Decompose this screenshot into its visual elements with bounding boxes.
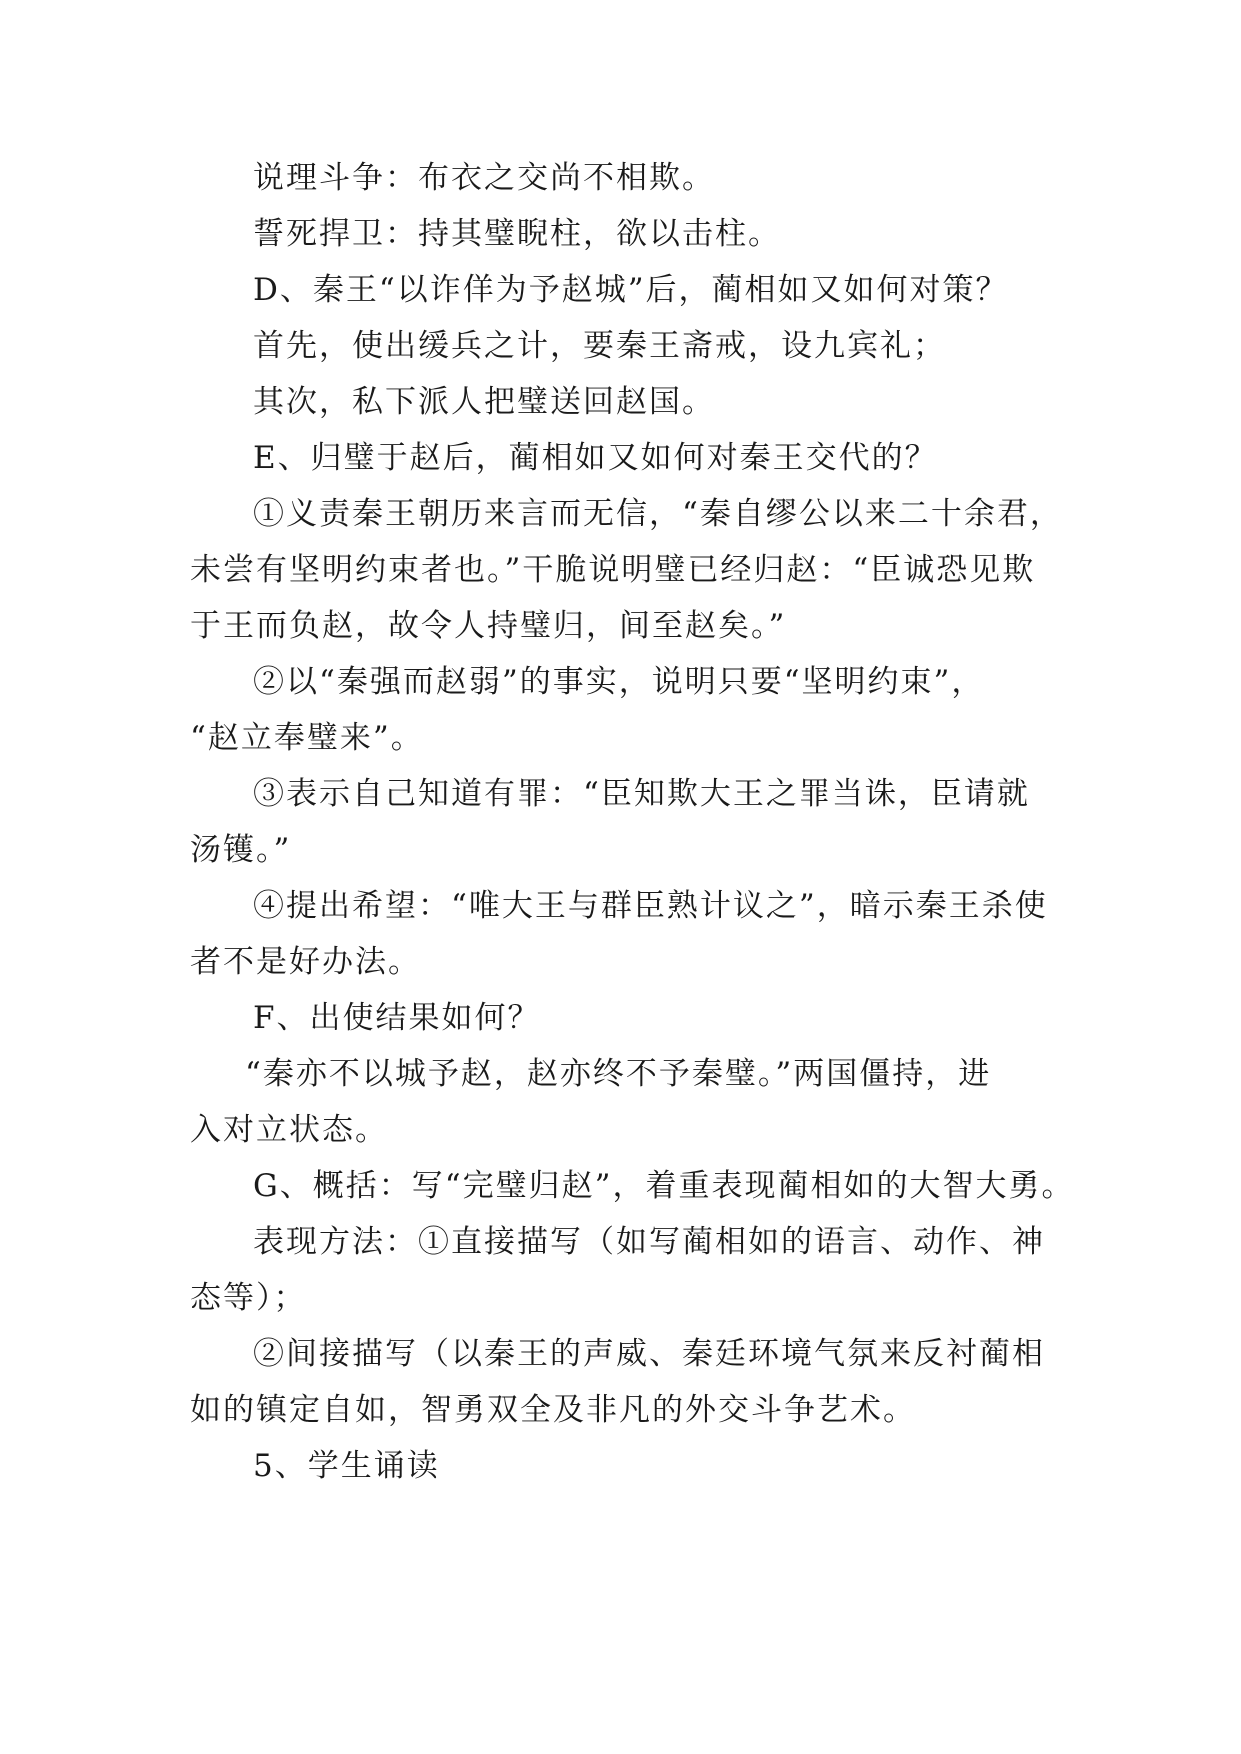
document-body [190, 150, 1075, 1494]
text-line: 态等）； [190, 1280, 307, 1316]
question-heading-d: D、秦王“以诈佯为予赵城”后，蔺相如又如何对策？ [253, 272, 1009, 308]
text-line: “秦亦不以城予赵，赵亦终不予秦璧。”两国僵持，进 [245, 1056, 992, 1092]
summary-heading-g: G、概括：写“完璧归赵”，着重表现蔺相如的大智大勇。 [253, 1168, 1075, 1204]
text-line: 表现方法：①直接描写（如写蔺相如的语言、动作、神 [253, 1224, 1045, 1260]
text-line: 于王而负赵，故令人持璧归，间至赵矣。” [190, 608, 787, 644]
question-heading-f: F、出使结果如何？ [253, 1000, 541, 1036]
text-line: ④提出希望：“唯大王与群臣熟计议之”，暗示秦王杀使 [253, 888, 1048, 924]
text-line: ①义责秦王朝历来言而无信，“秦自缪公以来二十余君， [253, 496, 1063, 532]
text-line: 其次，私下派人把璧送回赵国。 [253, 384, 715, 420]
section-heading-5: 5、学生诵读 [253, 1448, 440, 1484]
text-line: ②以“秦强而赵弱”的事实，说明只要“坚明约束”， [253, 664, 985, 700]
text-line: 入对立状态。 [190, 1112, 388, 1148]
text-line: 说理斗争：布衣之交尚不相欺。 [253, 160, 715, 196]
text-line: ③表示自己知道有罪：“臣知欺大王之罪当诛，臣请就 [253, 776, 1030, 812]
text-line: ②间接描写（以秦王的声威、秦廷环境气氛来反衬蔺相 [253, 1336, 1045, 1372]
text-line: 誓死捍卫：持其璧睨柱，欲以击柱。 [253, 216, 781, 252]
question-heading-e: E、归璧于赵后，蔺相如又如何对秦王交代的？ [253, 440, 938, 476]
text-line: 汤镬。” [190, 832, 292, 868]
text-line: 者不是好办法。 [190, 944, 421, 980]
text-line: 未尝有坚明约束者也。”干脆说明璧已经归赵：“臣诚恐见欺 [190, 552, 1036, 588]
text-line: 如的镇定自如，智勇双全及非凡的外交斗争艺术。 [190, 1392, 916, 1428]
text-line: 首先，使出缓兵之计，要秦王斋戒，设九宾礼； [253, 328, 946, 364]
text-line: “赵立奉璧来”。 [190, 720, 424, 756]
